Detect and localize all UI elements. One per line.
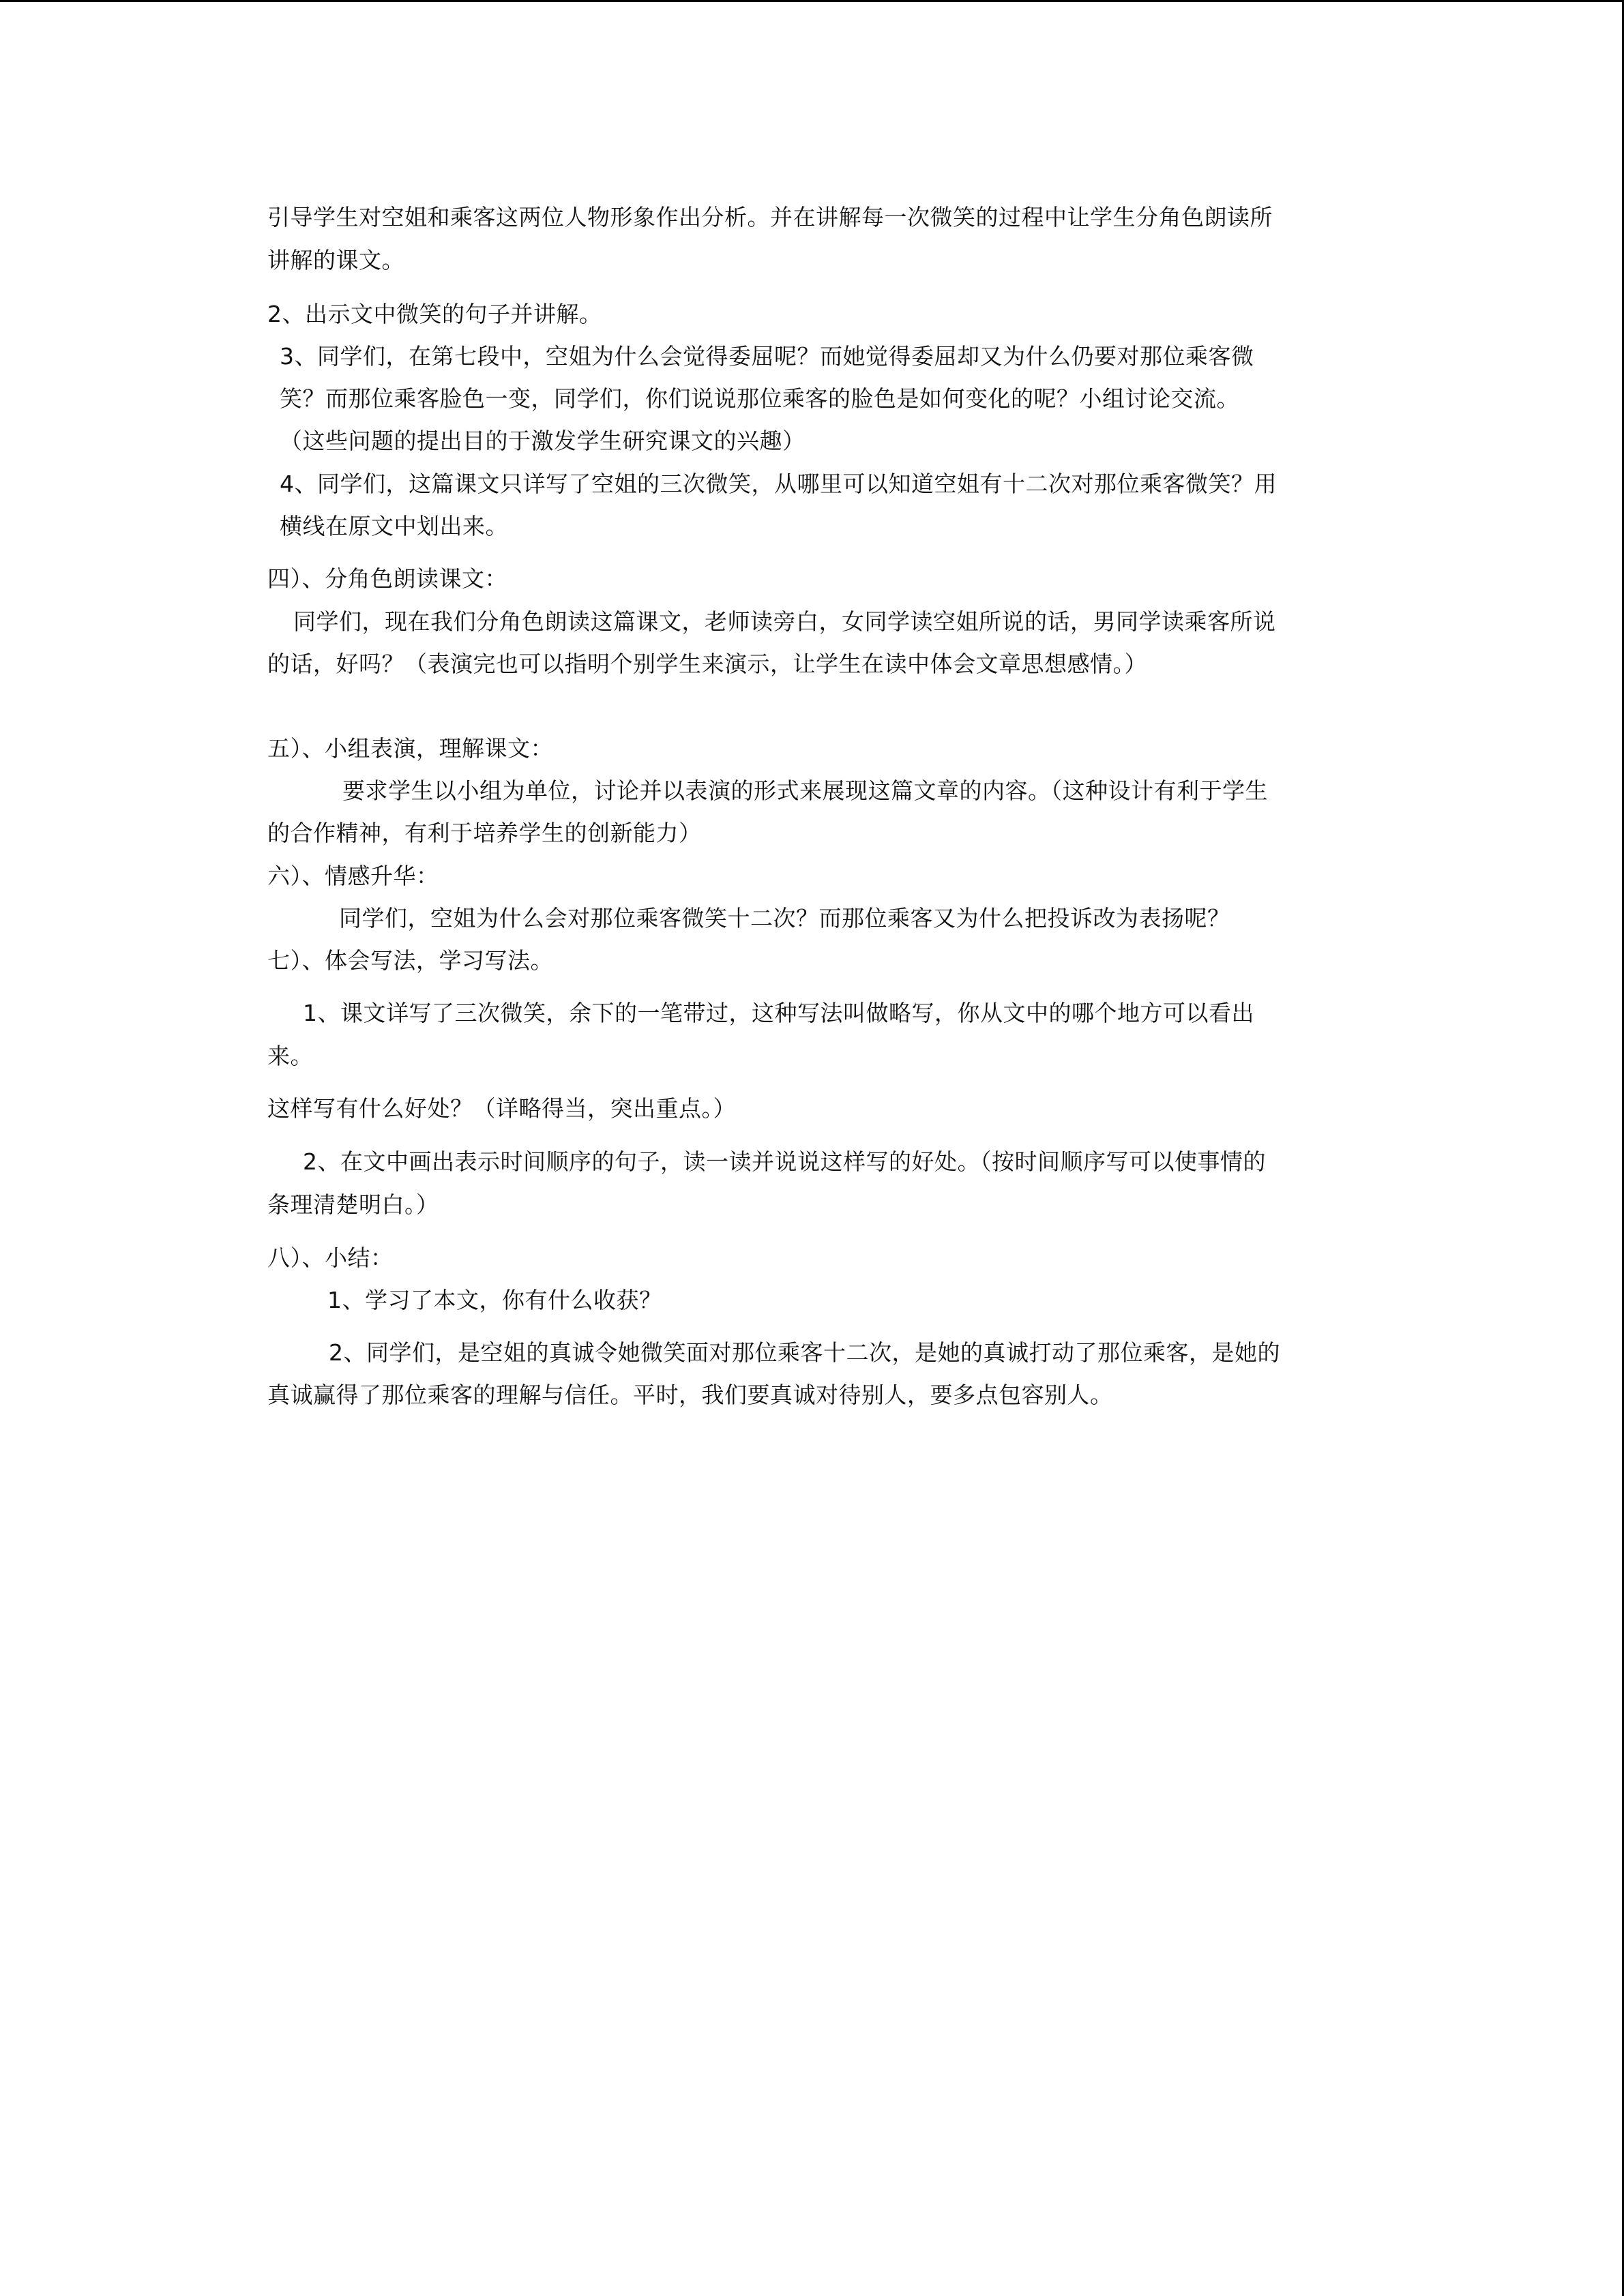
section-heading-8: 八）、小结： — [267, 1244, 394, 1271]
list-item-4: 4、同学们，这篇课文只详写了空姐的三次微笑，从哪里可以知道空姐有十二次对那位乘客微笑？用 — [280, 471, 1277, 497]
paragraph-line: 引导学生对空姐和乘客这两位人物形象作出分析。并在讲解每一次微笑的过程中让学生分角色朗读所 — [267, 204, 1273, 230]
paragraph-line: 笑？而那位乘客脸色一变，同学们，你们说说那位乘客的脸色是如何变化的呢？小组讨论交流。 — [280, 385, 1239, 412]
list-item-2: 2、在文中画出表示时间顺序的句子，读一读并说说这样写的好处。（按时间顺序写可以使事情的 — [303, 1148, 1266, 1175]
paragraph-line: 的合作精神，有利于培养学生的创新能力） — [267, 820, 702, 846]
list-item-2: 2、出示文中微笑的句子并讲解。 — [267, 301, 602, 327]
paragraph-line: 同学们，现在我们分角色朗读这篇课文，老师读旁白，女同学读空姐所说的话，男同学读乘客所说 — [293, 608, 1276, 635]
section-heading-7: 七）、体会写法，学习写法。 — [267, 947, 553, 974]
list-item-2: 2、同学们，是空姐的真诚令她微笑面对那位乘客十二次，是她的真诚打动了那位乘客，是她的 — [329, 1339, 1280, 1366]
list-item-3: 3、同学们，在第七段中，空姐为什么会觉得委屈呢？而她觉得委屈却又为什么仍要对那位乘客微 — [280, 343, 1254, 370]
list-item-1: 1、课文详写了三次微笑，余下的一笔带过，这种写法叫做略写，你从文中的哪个地方可以看出 — [303, 1000, 1254, 1026]
section-heading-5: 五）、小组表演，理解课文： — [267, 735, 553, 762]
paragraph-line: 横线在原文中划出来。 — [280, 513, 508, 539]
section-heading-4: 四）、分角色朗读课文： — [267, 565, 507, 592]
paragraph-line: 要求学生以小组为单位，讨论并以表演的形式来展现这篇文章的内容。（这种设计有利于学生 — [342, 777, 1268, 804]
paragraph-line: 讲解的课文。 — [267, 247, 404, 273]
paragraph-line: 真诚赢得了那位乘客的理解与信任。平时，我们要真诚对待别人，要多点包容别人。 — [267, 1382, 1113, 1408]
list-item-1: 1、学习了本文，你有什么收获？ — [327, 1287, 662, 1313]
paragraph-line: 的话，好吗？（表演完也可以指明个别学生来演示，让学生在读中体会文章思想感情。） — [267, 651, 1147, 677]
paragraph-line: 条理清楚明白。） — [267, 1191, 439, 1218]
paragraph-line: 同学们，空姐为什么会对那位乘客微笑十二次？而那位乘客又为什么把投诉改为表扬呢？ — [339, 905, 1230, 931]
paragraph-note: （这些问题的提出目的于激发学生研究课文的兴趣） — [280, 428, 806, 454]
paragraph-line: 来。 — [267, 1043, 313, 1069]
section-heading-6: 六）、情感升华： — [267, 863, 439, 889]
paragraph-line: 这样写有什么好处？（详略得当，突出重点。） — [267, 1095, 736, 1122]
